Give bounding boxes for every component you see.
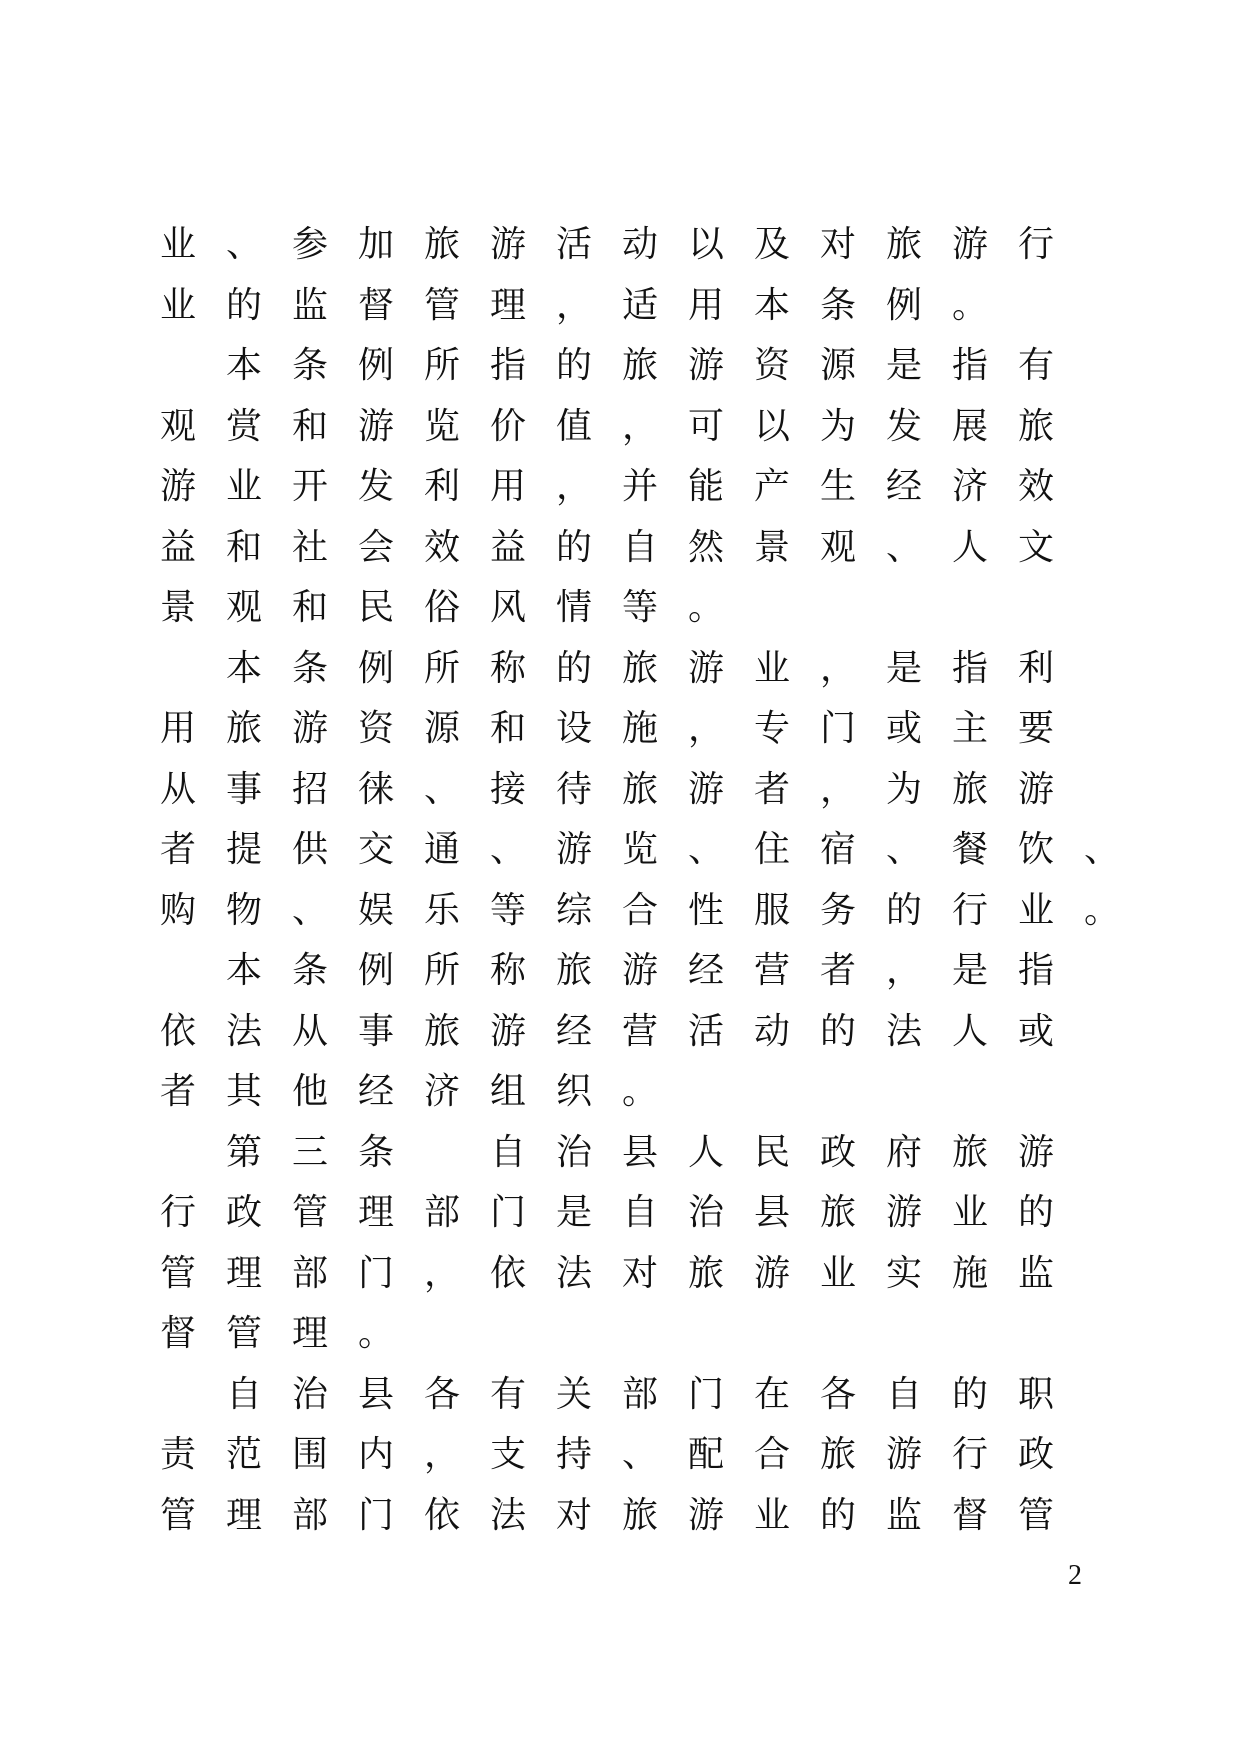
text-line: 业、参加旅游活动以及对旅游行 <box>160 224 1085 265</box>
body-text <box>160 215 1151 1546</box>
text-line: 游业开发利用，并能产生经济效 <box>160 466 1085 507</box>
text-line: 观赏和游览价值，可以为发展旅 <box>160 405 1085 447</box>
text-line: 益和社会效益的自然景观、人文 <box>160 526 1085 568</box>
text-line: 业的监督管理，适用本条例。 <box>160 284 1019 326</box>
page-number: 2 <box>1068 1560 1082 1591</box>
text-line: 者提供交通、游览、住宿、餐饮、 <box>160 829 1151 870</box>
article-heading-line: 第三条 自治县人民政府旅游 <box>226 1131 1085 1173</box>
text-line: 管理部门，依法对旅游业实施监 <box>160 1252 1085 1294</box>
text-line: 本条例所称旅游经营者，是指 <box>226 950 1085 991</box>
text-line: 责范围内，支持、配合旅游行政 <box>160 1434 1085 1475</box>
text-line: 本条例所指的旅游资源是指有 <box>226 345 1085 386</box>
text-line: 本条例所称的旅游业，是指利 <box>226 647 1085 689</box>
text-line: 购物、娱乐等综合性服务的行业。 <box>160 889 1151 931</box>
text-line: 行政管理部门是自治县旅游业的 <box>160 1192 1085 1233</box>
text-line: 用旅游资源和设施，专门或主要 <box>160 708 1085 749</box>
text-line: 者其他经济组织。 <box>160 1071 689 1112</box>
text-line: 管理部门依法对旅游业的监督管 <box>160 1494 1085 1536</box>
text-line: 督管理。 <box>160 1313 425 1354</box>
text-line: 依法从事旅游经营活动的法人或 <box>160 1010 1085 1052</box>
text-line: 景观和民俗风情等。 <box>160 587 755 628</box>
text-line: 从事招徕、接待旅游者，为旅游 <box>160 768 1085 810</box>
text-line: 自治县各有关部门在各自的职 <box>226 1373 1085 1415</box>
